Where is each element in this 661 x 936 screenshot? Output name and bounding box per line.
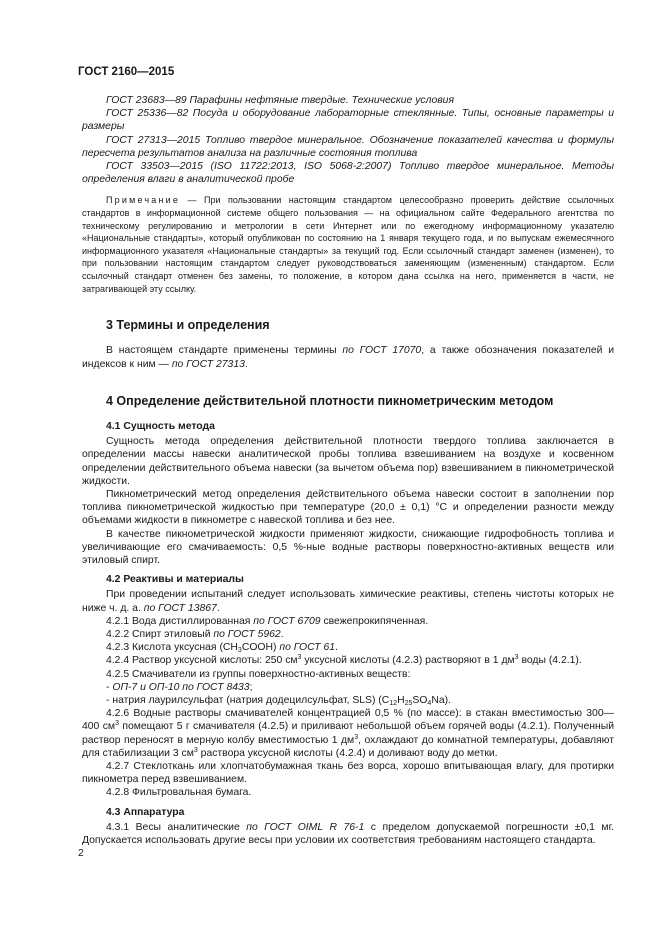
- section-3-heading: 3 Термины и определения: [106, 318, 270, 333]
- paragraph: При проведении испытаний следует использовать химические реактивы, степень чистоты которых не ниже ч. д. а. по ГОСТ 13867.: [82, 589, 614, 614]
- section-4-heading: 4 Определение действительной плотности пикнометрическим методом: [106, 393, 554, 408]
- standard-reference: по ГОСТ 61: [279, 642, 336, 654]
- paragraph: Пикнометрический метод определения действительного объема навески состоит в заполнении пор топлива пикнометрической жидкостью при температуре (20,0 ± 0,1) °С и определении разности между объемами жидкости в пикнометре с навеской топлива и без нее.: [82, 489, 614, 527]
- clause-4-2-4: 4.2.4 Раствор уксусной кислоты: 250 $см^3$ уксусной кислоты (4.2.3) растворяют в 1 $дм^3$ воды (4.2.1).: [106, 654, 582, 667]
- clause-4-2-6: 4.2.6 Водные растворы смачивателей концентрацией 0,5 % (по массе): в стакан вместимостью 300—400 $см^3$ помещают 5 г смачивателя (4.2.5) и приливают небольшой объем горячей воды (4.2.1). Полученный раствор переносят в мерную колбу вместимостью 1 $дм^3$, охлаждают до комнатной температуры, добавляют для стабилизации 3 $см^3$ раствора уксусной кислоты (4.2.4) и доливают воду до метки.: [82, 708, 614, 759]
- reference-item: ГОСТ 33503—2015 (ISO 11722:2013, ISO 5068-2:2007) Топливо твердое минеральное. Методы определения влаги в аналитической пробе: [82, 161, 614, 186]
- clause-4-2-7: 4.2.7 Стеклоткань или хлопчатобумажная ткань без ворса, хорошо впитывающая влагу, для протирки пикнометра перед взвешиванием.: [82, 761, 614, 786]
- list-item: - ОП-7 и ОП-10 по ГОСТ 8433;: [106, 681, 253, 693]
- note-paragraph: [82, 194, 614, 295]
- section-3-paragraph: В настоящем стандарте применены термины по ГОСТ 17070, а также обозначения показателей и индексов к ним — по ГОСТ 27313.: [82, 345, 614, 370]
- subsection-4-1-heading: 4.1 Сущность метода: [106, 420, 215, 432]
- clause-4-2-2: 4.2.2 Спирт этиловый по ГОСТ 5962.: [106, 629, 284, 641]
- document-header: ГОСТ 2160—2015: [78, 66, 175, 78]
- standard-reference: по ГОСТ 27313: [171, 358, 245, 370]
- subsection-4-2-heading: 4.2 Реактивы и материалы: [106, 574, 244, 586]
- clause-4-2-3: 4.2.3 Кислота уксусная $(CH_3COOH)$ по ГОСТ 61.: [106, 642, 338, 655]
- page-number: 2: [78, 848, 84, 859]
- reference-item: ГОСТ 27313—2015 Топливо твердое минеральное. Обозначение показателей качества и формулы пересчета результатов анализа на различные состояния топлива: [82, 134, 614, 159]
- clause-4-2-5: 4.2.5 Смачиватели из группы поверхностно-активных веществ:: [106, 668, 411, 680]
- note-text: — При пользовании настоящим стандартом целесообразно проверить действие ссылочных стандартов в информационной системе общего пользования — на официальном сайте Федерального агентства по техническому регулированию и метрологии в сети Интернет или по ежегодному информационному указателю «Национальные стандарты», который опубликован по состоянию на 1 января текущего года, и по выпускам ежемесячного информационного указателя «Национальные стандарты» за текущий год. Если ссылочный стандарт заменен (изменен), то при пользовании настоящим стандартом следует руководствоваться заменяющим (измененным) стандартом. Если ссылочный стандарт отменен без замены, то положение, в котором дана ссылка на него, применяется в части, не затрагивающей эту ссылку.: [82, 195, 614, 294]
- standard-reference: по ГОСТ 17070: [342, 345, 422, 357]
- standard-reference: ОП-7 и ОП-10 по ГОСТ 8433: [112, 681, 250, 693]
- clause-4-2-8: 4.2.8 Фильтровальная бумага.: [106, 787, 252, 799]
- reference-item: ГОСТ 23683—89 Парафины нефтяные твердые. Технические условия: [106, 95, 454, 106]
- subsection-4-3-heading: 4.3 Аппаратура: [106, 806, 185, 818]
- standard-reference: по ГОСТ 5962: [213, 629, 281, 641]
- note-label: Примечание: [106, 195, 181, 206]
- document-body: [82, 94, 614, 847]
- list-item: - натрия лаурилсульфат (натрия додецилсульфат, SLS) $(C_{12}H_{25}SO_4Na)$.: [106, 695, 451, 708]
- standard-reference: по ГОСТ 13867: [143, 602, 217, 614]
- standard-reference: по ГОСТ OIML R 76-1: [246, 821, 365, 833]
- standard-reference: по ГОСТ 6709: [253, 615, 321, 627]
- clause-4-3-1: 4.3.1 Весы аналитические по ГОСТ OIML R 76-1 с пределом допускаемой погрешности ±0,1 мг. Допускается использовать другие весы при условии их соответствия требованиям настоящего стандарта.: [82, 821, 614, 847]
- paragraph: Сущность метода определения действительной плотности твердого топлива заключается в определении массы навески аналитической пробы топлива взвешиванием на воздухе и косвенном определении действительного объема навески (за вычетом объема пор) взвешиванием в пикнометрической жидкости.: [82, 436, 614, 487]
- clause-4-2-1: 4.2.1 Вода дистиллированная по ГОСТ 6709 свежепрокипяченная.: [106, 615, 429, 627]
- reference-item: ГОСТ 25336—82 Посуда и оборудование лабораторные стеклянные. Типы, основные параметры и размеры: [82, 108, 614, 133]
- paragraph: В качестве пикнометрической жидкости применяют жидкости, снижающие гидрофобность топлива и увеличивающие его смачиваемость: 0,5 %-ные водные растворы поверхностно-активных веществ или этиловый спирт.: [82, 528, 614, 567]
